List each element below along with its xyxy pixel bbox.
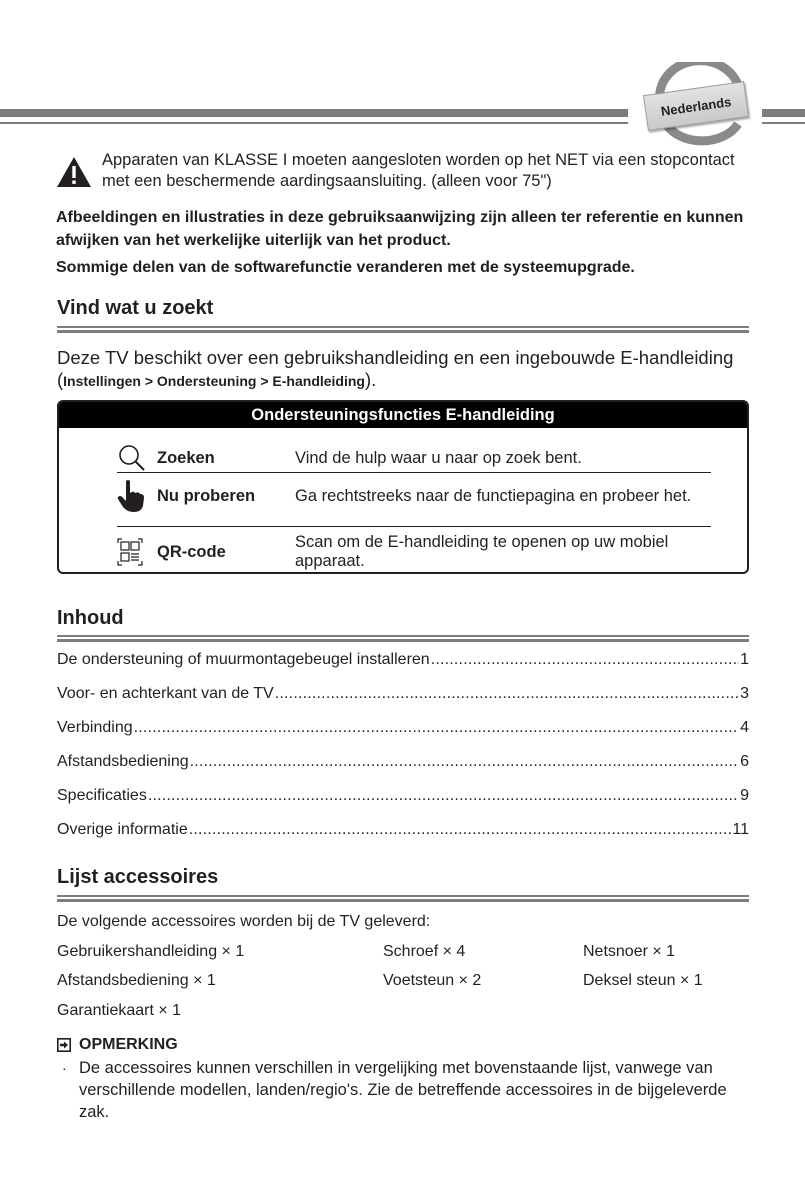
accessory-item: Netsnoer × 1 [583,943,676,960]
feature-description: Vind de hulp waar u naar op zoek bent. [295,448,582,467]
warning-text: Apparaten van KLASSE I moeten aangesloten worden op het NET via een stopcontact met een beschermende aardingsaansluiting. (alleen voor 75") [102,151,735,190]
section-rule [57,326,749,332]
feature-row-try-now [117,480,711,512]
toc-entry[interactable] [57,820,749,840]
section-rule [57,635,749,641]
toc-entry[interactable] [57,752,749,772]
feature-name: QR-code [157,542,226,561]
warning-triangle-icon [56,156,92,188]
note-title: OPMERKING [79,1036,178,1053]
feature-description: Scan om de E-handleiding te openen op uw mobiel apparaat. [295,533,669,570]
toc-title: Overige informatie [57,821,188,838]
section-rule [57,895,749,901]
toc-title: Specificaties [57,787,147,804]
section-title-contents: Inhoud [57,607,124,629]
toc-page: 3 [740,685,749,702]
header-rule-thick [0,109,628,117]
toc-leader [148,786,739,806]
section-title-find: Vind wat u zoekt [57,297,214,319]
note-text: De accessoires kunnen verschillen in vergelijking met bovenstaande lijst, vanwege van verschillende modellen, landen/regio's. Zie de betreffende accessoires in de bijgeleverde zak. [79,1059,727,1121]
toc-leader [431,650,739,670]
accessory-item: Gebruikershandleiding × 1 [57,943,245,960]
toc-entry[interactable] [57,684,749,704]
header-rule-thin [0,122,628,124]
hand-pointer-icon [117,480,157,512]
toc-page: 1 [740,651,749,668]
support-features-box [57,400,749,574]
feature-row-qr-code [117,533,711,571]
toc-entry[interactable] [57,786,749,806]
toc-entry[interactable] [57,650,749,670]
toc-page: 4 [740,719,749,736]
toc-title: Voor- en achterkant van de TV [57,685,274,702]
intro-main: Deze TV beschikt over een gebruikshandleiding en een ingebouwde E-handleiding ( [57,347,734,390]
qr-code-icon [117,536,157,568]
toc-title: Verbinding [57,719,133,736]
section-title-accessories: Lijst accessoires [57,866,219,888]
row-divider [117,472,711,473]
accessory-item: Afstandsbediening × 1 [57,972,216,989]
notice-reference: Afbeeldingen en illustraties in deze gebruiksaanwijzing zijn alleen ter referentie en kunnen afwijken van het werkelijke uiterlijk van het product. [56,209,744,249]
toc-page: 6 [740,753,749,770]
accessory-item: Voetsteun × 2 [383,972,482,989]
feature-row-search [117,442,711,474]
toc-leader [275,684,739,704]
row-divider [117,526,711,527]
toc-page: 11 [732,821,749,838]
toc-entry[interactable] [57,718,749,738]
accessory-item: Deksel steun × 1 [583,972,703,989]
header-rule-thin-right [762,122,805,124]
search-icon [117,442,157,474]
note-bullet: · [62,1060,67,1076]
toc-leader [189,820,732,840]
toc-leader [190,752,739,772]
toc-title: Afstandsbediening [57,753,189,770]
intro-end: ). [364,369,377,390]
toc-title: De ondersteuning of muurmontagebeugel installeren [57,651,430,668]
note-arrow-icon [57,1038,71,1052]
language-badge: Nederlands [643,81,749,131]
toc-page: 9 [740,787,749,804]
feature-description: Ga rechtstreeks naar de functiepagina en probeer het. [295,486,692,505]
menu-path: Instellingen > Ondersteuning > E-handleiding [63,373,365,389]
intro-text [57,347,757,392]
feature-name: Nu proberen [157,486,256,505]
accessories-intro: De volgende accessoires worden bij de TV geleverd: [57,913,431,930]
feature-name: Zoeken [157,448,215,467]
header-rule-thick-right [762,109,805,117]
accessory-item: Garantiekaart × 1 [57,1002,182,1019]
accessory-item: Schroef × 4 [383,943,466,960]
notice-software: Sommige delen van de softwarefunctie veranderen met de systeemupgrade. [56,259,635,276]
support-box-title: Ondersteuningsfuncties E-handleiding [59,402,747,428]
toc-leader [134,718,739,738]
